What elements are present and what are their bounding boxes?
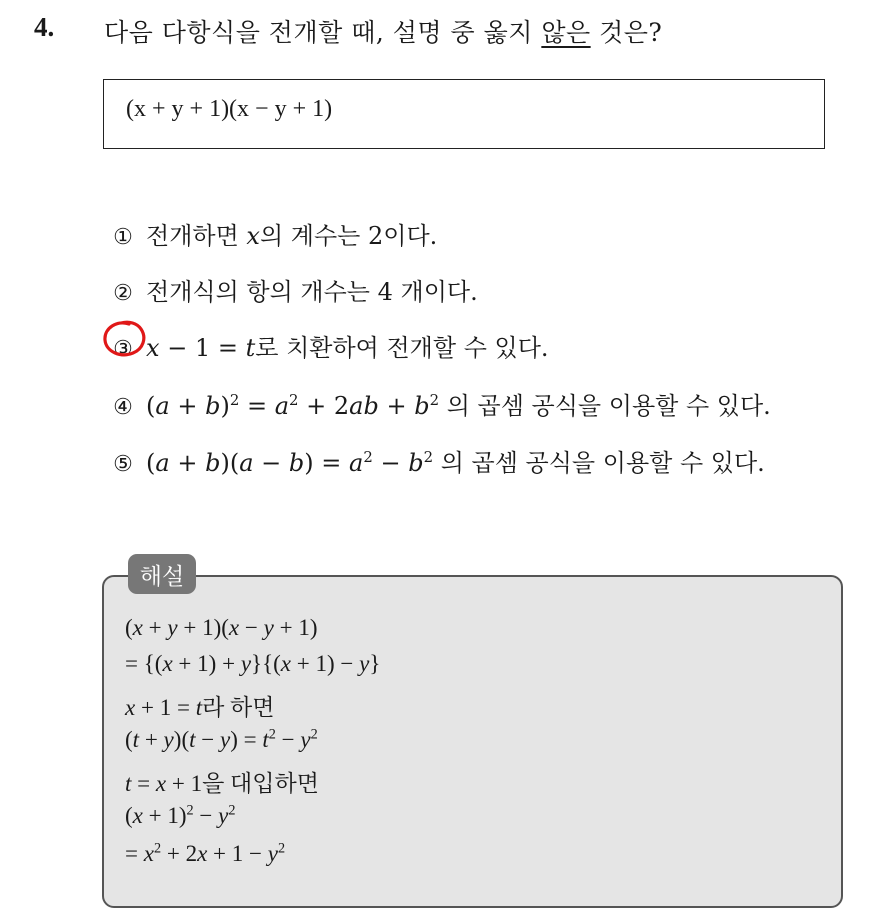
option-1-text: 전개하면 x의 계수는 2이다. [146,222,438,250]
solution-line: = {(x + 1) + y}{(x + 1) − y} [125,651,381,676]
solution-line: t = x + 1을 대입하면 [125,771,319,796]
option-4-text: $(a + b)^2 = a^2 + 2ab + b^2$ 의 곱셈 공식을 이용할 수 있다. [146,391,771,420]
solution-line: $(x + 1)^2 - y^2$ [125,802,236,828]
underlined-word: 않은 [541,18,591,47]
option-4[interactable]: ④ $(a + b)^2 = a^2 + 2ab + b^2$ 의 곱셈 공식을 이용할 수 있다. [113,391,771,420]
option-3-text: x − 1 = t로 치환하여 전개할 수 있다. [146,334,549,362]
option-5[interactable]: ⑤ $(a + b)(a - b) = a^2 - b^2$ 의 곱셈 공식을 이용할 수 있다. [113,448,765,477]
solution-line: (x + y + 1)(x − y + 1) [125,615,318,640]
option-3[interactable]: ③ x − 1 = t로 치환하여 전개할 수 있다. [113,334,549,362]
option-2[interactable]: ② 전개식의 항의 개수는 4 개이다. [113,278,478,306]
option-5-text: $(a + b)(a - b) = a^2 - b^2$ 의 곱셈 공식을 이용할 수 있다. [146,448,765,477]
option-2-text: 전개식의 항의 개수는 4 개이다. [146,278,478,306]
solution-label: 해설 [128,554,196,594]
solution-line: = $x^2 + 2x + 1 - y^2$ [125,840,286,866]
given-expression: (x + y + 1)(x − y + 1) [126,96,333,122]
answer-circle-annotation [99,318,149,360]
question-number: 4. [34,12,55,42]
solution-line: x + 1 = t라 하면 [125,695,275,720]
option-1[interactable]: ① 전개하면 x의 계수는 2이다. [113,222,438,250]
expression-box [103,79,825,149]
solution-line: $(t + y)(t - y) = t^2 - y^2$ [125,726,318,752]
question-text: 다음 다항식을 전개할 때, 설명 중 옳지 않은 것은? [104,18,663,47]
